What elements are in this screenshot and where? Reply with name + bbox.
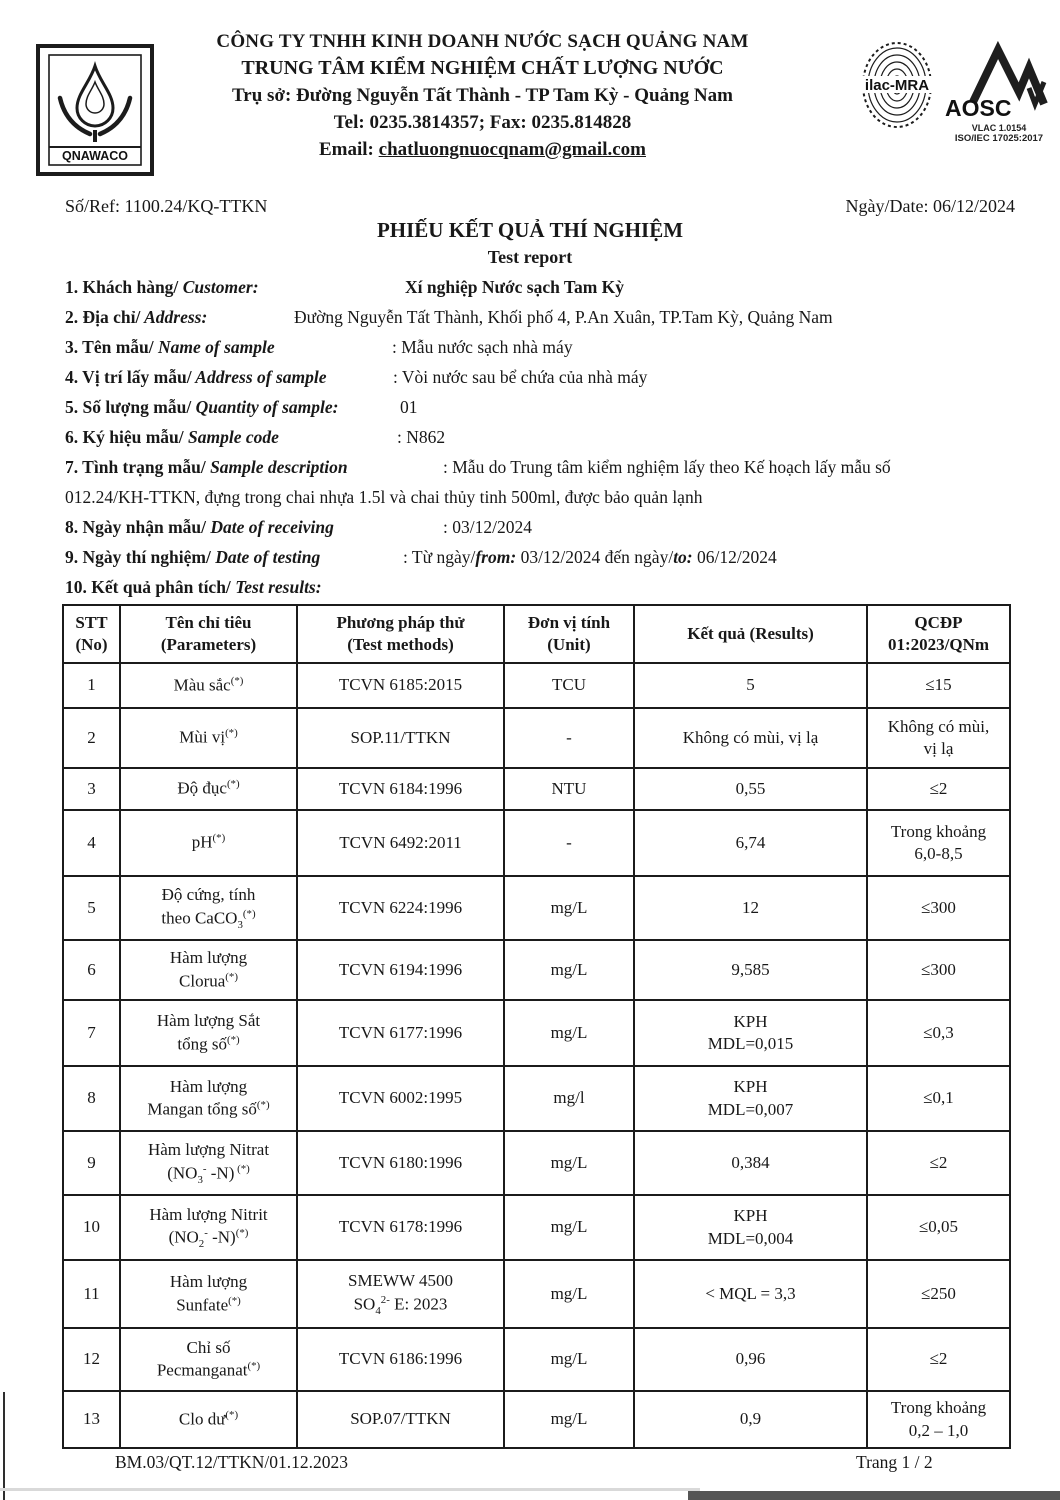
results-table xyxy=(62,604,1011,1449)
cell-method: SOP.11/TTKN xyxy=(297,708,504,768)
email-label: Email: xyxy=(319,139,379,160)
cell-parameter: pH(*) xyxy=(120,810,297,876)
result-row xyxy=(63,768,1010,810)
accreditation-logos xyxy=(860,40,1060,144)
cell-unit: mg/L xyxy=(504,1328,634,1391)
info-sample-quantity xyxy=(65,392,1020,422)
sample-name-label-en: Name of sample xyxy=(153,337,275,357)
address-label-en: Address: xyxy=(140,307,208,327)
sample-description-value-line1: : Mẫu do Trung tâm kiểm nghiệm lấy theo Kế hoạch lấy mẫu số xyxy=(443,457,891,477)
cell-no: 6 xyxy=(63,940,120,1000)
cell-no: 9 xyxy=(63,1131,120,1195)
cell-parameter: Hàm lượng Mangan tổng số(*) xyxy=(120,1066,297,1131)
info-sample-code xyxy=(65,422,1020,452)
cell-result: KPH MDL=0,004 xyxy=(634,1195,867,1260)
customer-label: 1. Khách hàng/ xyxy=(65,277,179,297)
ilac-mra-logo xyxy=(860,40,934,132)
cell-limit: ≤300 xyxy=(867,940,1010,1000)
to-label: to: xyxy=(673,547,693,567)
cell-no: 12 xyxy=(63,1328,120,1391)
cell-unit: NTU xyxy=(504,768,634,810)
results-tbody xyxy=(63,663,1010,1448)
col-header-limit: QCĐP 01:2023/QNm xyxy=(867,605,1010,663)
cell-result: 5 xyxy=(634,663,867,708)
cell-result: 9,585 xyxy=(634,940,867,1000)
cell-result: 0,9 xyxy=(634,1391,867,1448)
aosc-logo-block xyxy=(940,40,1058,144)
sample-description-label-en: Sample description xyxy=(205,457,348,477)
sample-description-value-line2: 012.24/KH-TTKN, đựng trong chai nhựa 1.5l và chai thủy tinh 500ml, được bảo quản lạnh xyxy=(65,487,703,507)
sample-info-list xyxy=(65,272,1020,602)
cell-unit: mg/L xyxy=(504,1260,634,1328)
cell-limit: ≤0,05 xyxy=(867,1195,1010,1260)
cell-parameter: Độ đục(*) xyxy=(120,768,297,810)
qnawaco-logo xyxy=(36,44,154,176)
scan-band-artifact xyxy=(688,1491,1060,1500)
cell-limit: Không có mùi, vị lạ xyxy=(867,708,1010,768)
sample-description-label: 7. Tình trạng mẫu/ xyxy=(65,457,206,477)
cell-method: TCVN 6002:1995 xyxy=(297,1066,504,1131)
company-name: CÔNG TY TNHH KINH DOANH NƯỚC SẠCH QUẢNG NAM xyxy=(216,31,749,52)
cell-limit: ≤2 xyxy=(867,768,1010,810)
sample-name-value: : Mẫu nước sạch nhà máy xyxy=(392,337,573,357)
cell-limit: ≤2 xyxy=(867,1131,1010,1195)
date-receiving-label: 8. Ngày nhận mẫu/ xyxy=(65,517,207,537)
date-testing-value xyxy=(403,542,777,572)
sample-quantity-label-en: Quantity of sample: xyxy=(191,397,339,417)
customer-label-en: Customer: xyxy=(178,277,259,297)
cell-result: 0,96 xyxy=(634,1328,867,1391)
result-row xyxy=(63,1131,1010,1195)
cell-method: SOP.07/TTKN xyxy=(297,1391,504,1448)
cell-limit: ≤2 xyxy=(867,1328,1010,1391)
document-title: PHIẾU KẾT QUẢ THÍ NGHIỆM xyxy=(376,218,684,242)
cell-limit: ≤250 xyxy=(867,1260,1010,1328)
sample-code-value: : N862 xyxy=(397,427,446,447)
cell-unit: mg/l xyxy=(504,1066,634,1131)
cell-no: 13 xyxy=(63,1391,120,1448)
cell-parameter: Hàm lượng Nitrit ($NO_2^-$ -N)(*) xyxy=(120,1195,297,1260)
sample-location-value: : Vòi nước sau bể chứa của nhà máy xyxy=(393,367,648,387)
cell-result: KPH MDL=0,015 xyxy=(634,1000,867,1066)
email-line xyxy=(160,136,805,163)
center-name: TRUNG TÂM KIỂM NGHIỆM CHẤT LƯỢNG NƯỚC xyxy=(241,57,724,79)
cell-parameter: Màu sắc(*) xyxy=(120,663,297,708)
cell-method: TCVN 6185:2015 xyxy=(297,663,504,708)
cell-no: 8 xyxy=(63,1066,120,1131)
cell-result: 0,55 xyxy=(634,768,867,810)
cell-parameter: Clo dư(*) xyxy=(120,1391,297,1448)
cell-unit: mg/L xyxy=(504,1000,634,1066)
cell-limit: ≤0,1 xyxy=(867,1066,1010,1131)
col-header-result: Kết quả (Results) xyxy=(634,605,867,663)
cell-no: 7 xyxy=(63,1000,120,1066)
date-receiving-value: : 03/12/2024 xyxy=(443,517,532,537)
cell-limit: Trong khoảng 6,0-8,5 xyxy=(867,810,1010,876)
cell-unit: - xyxy=(504,708,634,768)
sample-name-label: 3. Tên mẫu/ xyxy=(65,337,154,357)
info-test-results-heading xyxy=(65,572,1020,602)
cell-method: SMEWW 4500 $SO_4^{2-}$ E: 2023 xyxy=(297,1260,504,1328)
cell-parameter: Mùi vị(*) xyxy=(120,708,297,768)
cell-limit: ≤0,3 xyxy=(867,1000,1010,1066)
results-table-header xyxy=(63,605,1010,663)
info-date-receiving xyxy=(65,512,1020,542)
cell-unit: mg/L xyxy=(504,1391,634,1448)
cell-limit: Trong khoảng 0,2 – 1,0 xyxy=(867,1391,1010,1448)
letterhead xyxy=(160,28,805,163)
ref-number: Số/Ref: 1100.24/KQ-TTKN xyxy=(65,196,268,216)
result-row xyxy=(63,663,1010,708)
to-date: 06/12/2024 xyxy=(692,547,777,567)
aosc-logo xyxy=(943,40,1055,122)
cell-parameter: Hàm lượng Clorua(*) xyxy=(120,940,297,1000)
col-header-no: STT (No) xyxy=(63,605,120,663)
cell-result: 6,74 xyxy=(634,810,867,876)
result-row xyxy=(63,876,1010,940)
cell-no: 3 xyxy=(63,768,120,810)
cell-method: TCVN 6194:1996 xyxy=(297,940,504,1000)
col-header-unit: Đơn vị tính (Unit) xyxy=(504,605,634,663)
cell-parameter: Độ cứng, tính theo CaCO$_3$(*) xyxy=(120,876,297,940)
ref-date-row xyxy=(65,196,1015,217)
cell-method: TCVN 6180:1996 xyxy=(297,1131,504,1195)
cell-no: 10 xyxy=(63,1195,120,1260)
aosc-text: AOSC xyxy=(945,95,1012,121)
cell-unit: - xyxy=(504,810,634,876)
email-address: chatluongnuocqnam@gmail.com xyxy=(378,139,646,160)
cell-result: KPH MDL=0,007 xyxy=(634,1066,867,1131)
result-row xyxy=(63,1195,1010,1260)
result-row xyxy=(63,1260,1010,1328)
cell-method: TCVN 6177:1996 xyxy=(297,1000,504,1066)
info-customer xyxy=(65,272,1020,302)
cell-no: 2 xyxy=(63,708,120,768)
scan-streak-artifact xyxy=(0,1488,700,1491)
sample-location-label-en: Address of sample xyxy=(191,367,327,387)
page-number: Trang 1 / 2 xyxy=(856,1452,933,1472)
cell-result: < MQL = 3,3 xyxy=(634,1260,867,1328)
cell-no: 4 xyxy=(63,810,120,876)
cell-parameter: Hàm lượng Sắt tổng số(*) xyxy=(120,1000,297,1066)
col-header-parameter: Tên chỉ tiêu (Parameters) xyxy=(120,605,297,663)
info-date-testing xyxy=(65,542,1020,572)
date-testing-label: 9. Ngày thí nghiệm/ xyxy=(65,547,211,567)
sample-code-label: 6. Ký hiệu mẫu/ xyxy=(65,427,184,447)
cell-unit: TCU xyxy=(504,663,634,708)
test-results-label: 10. Kết quả phân tích/ xyxy=(65,577,231,597)
result-row xyxy=(63,708,1010,768)
date-testing-prefix: : Từ ngày/ xyxy=(403,547,476,567)
info-sample-name xyxy=(65,332,1020,362)
cell-unit: mg/L xyxy=(504,1195,634,1260)
vlac-number: VLAC 1.0154 xyxy=(971,123,1027,133)
result-row xyxy=(63,1328,1010,1391)
result-row xyxy=(63,810,1010,876)
cell-result: 0,384 xyxy=(634,1131,867,1195)
cell-unit: mg/L xyxy=(504,1131,634,1195)
cell-method: TCVN 6224:1996 xyxy=(297,876,504,940)
cell-unit: mg/L xyxy=(504,940,634,1000)
cell-no: 11 xyxy=(63,1260,120,1328)
head-office-address: Trụ sở: Đường Nguyễn Tất Thành - TP Tam Kỳ - Quảng Nam xyxy=(232,85,733,106)
cell-parameter: Hàm lượng Sunfate(*) xyxy=(120,1260,297,1328)
qnawaco-logo-graphic xyxy=(36,44,154,176)
cell-method: TCVN 6492:2011 xyxy=(297,810,504,876)
sample-location-label: 4. Vị trí lấy mẫu/ xyxy=(65,367,192,387)
cell-method: TCVN 6178:1996 xyxy=(297,1195,504,1260)
info-address xyxy=(65,302,1020,332)
result-row xyxy=(63,1066,1010,1131)
scan-edge-artifact xyxy=(3,1392,5,1500)
address-label: 2. Địa chỉ/ xyxy=(65,307,141,327)
from-date: 03/12/2024 đến ngày/ xyxy=(516,547,674,567)
date-testing-label-en: Date of testing xyxy=(210,547,321,567)
cell-parameter: Hàm lượng Nitrat ($NO_3^-$ -N) (*) xyxy=(120,1131,297,1195)
info-sample-location xyxy=(65,362,1020,392)
customer-value: Xí nghiệp Nước sạch Tam Kỳ xyxy=(405,277,625,297)
from-label: from: xyxy=(475,547,517,567)
info-sample-description xyxy=(65,452,1020,482)
cell-no: 1 xyxy=(63,663,120,708)
form-code: BM.03/QT.12/TTKN/01.12.2023 xyxy=(115,1452,349,1472)
sample-quantity-value: 01 xyxy=(400,397,418,417)
qnawaco-logo-text: QNAWACO xyxy=(62,149,128,163)
cell-no: 5 xyxy=(63,876,120,940)
date-receiving-label-en: Date of receiving xyxy=(206,517,334,537)
cell-result: 12 xyxy=(634,876,867,940)
sample-quantity-label: 5. Số lượng mẫu/ xyxy=(65,397,192,417)
cell-method: TCVN 6186:1996 xyxy=(297,1328,504,1391)
tel-fax: Tel: 0235.3814357; Fax: 0235.814828 xyxy=(333,112,632,133)
cell-unit: mg/L xyxy=(504,876,634,940)
result-row xyxy=(63,940,1010,1000)
iso-standard: ISO/IEC 17025:2017 xyxy=(954,133,1044,144)
ilac-mra-text: ilac-MRA xyxy=(864,77,930,94)
result-row xyxy=(63,1000,1010,1066)
col-header-method: Phương pháp thử (Test methods) xyxy=(297,605,504,663)
cell-limit: ≤15 xyxy=(867,663,1010,708)
cell-parameter: Chỉ số Pecmanganat(*) xyxy=(120,1328,297,1391)
report-date: Ngày/Date: 06/12/2024 xyxy=(845,196,1015,216)
sample-code-label-en: Sample code xyxy=(183,427,279,447)
cell-result: Không có mùi, vị lạ xyxy=(634,708,867,768)
cell-method: TCVN 6184:1996 xyxy=(297,768,504,810)
document-subtitle: Test report xyxy=(487,247,573,267)
result-row xyxy=(63,1391,1010,1448)
test-results-label-en: Test results: xyxy=(230,577,322,597)
cell-limit: ≤300 xyxy=(867,876,1010,940)
address-value: Đường Nguyễn Tất Thành, Khối phố 4, P.An Xuân, TP.Tam Kỳ, Quảng Nam xyxy=(294,307,833,327)
